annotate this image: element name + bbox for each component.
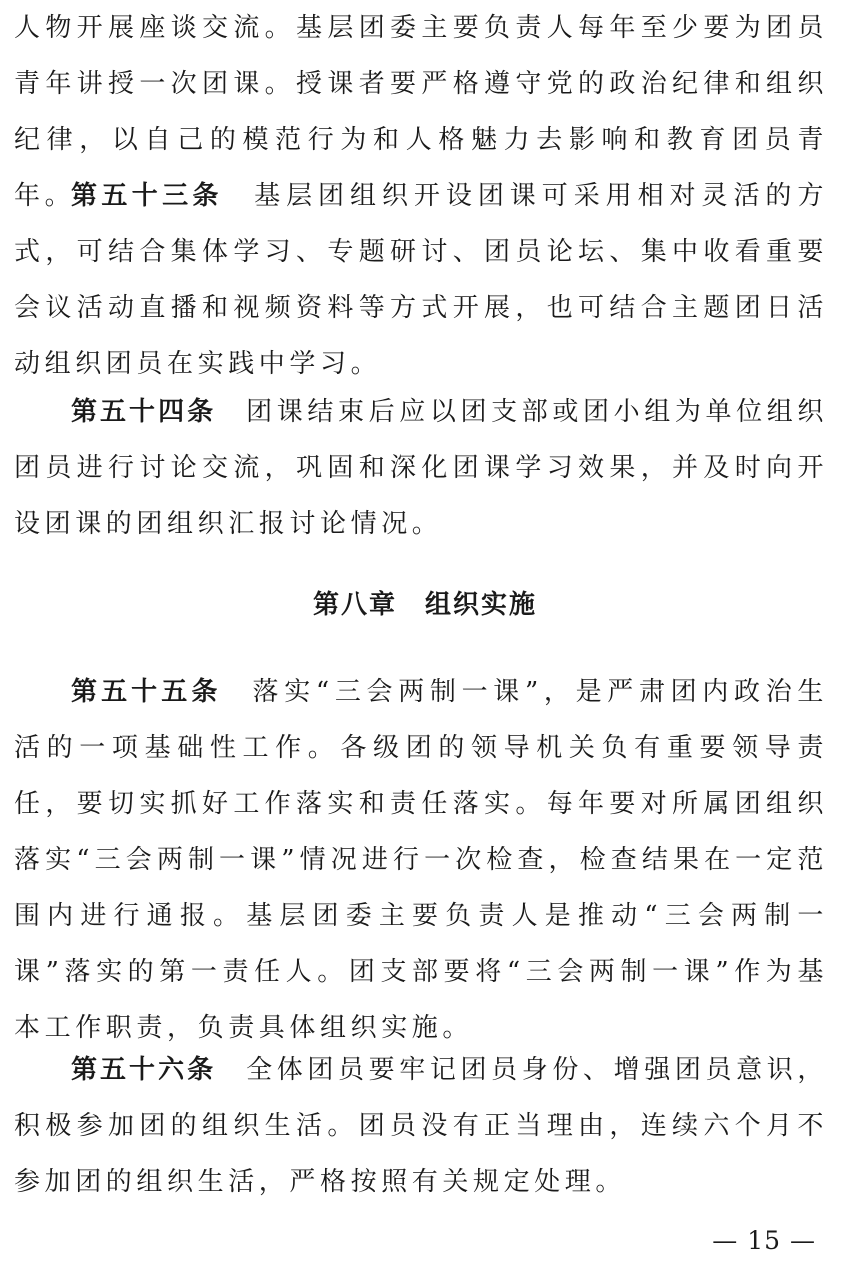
article-56-body: 全体团员要牢记团员身份、增强团员意识，积极参加团的组织生活。团员没有正当理由，连续六个月不参加团的组织生活，严格按照有关规定处理。 [14,1055,828,1197]
article-53-paragraph [14,168,828,392]
intro-text: 人物开展座谈交流。基层团委主要负责人每年至少要为团员青年讲授一次团课。授课者要严格遵守党的政治纪律和组织纪律，以自己的模范行为和人格魅力去影响和教育团员青年。 [14,13,828,211]
article-53-body: 基层团组织开设团课可采用相对灵活的方式，可结合集体学习、专题研讨、团员论坛、集中收看重要会议活动直播和视频资料等方式开展，也可结合主题团日活动组织团员在实践中学习。 [14,181,828,379]
page-number: — 15 — [712,1226,816,1255]
article-53-heading: 第五十三条 [71,181,223,211]
article-54-paragraph [14,384,828,552]
article-55-heading: 第五十五条 [71,677,222,707]
chapter-title: 第八章 组织实施 [312,590,537,620]
article-55-body: 落实“三会两制一课”，是严肃团内政治生活的一项基础性工作。各级团的领导机关负有重要领导责任，要切实抓好工作落实和责任落实。每年要对所属团组织落实“三会两制一课”情况进行一次检查，检查结果在一定范围内进行通报。基层团委主要负责人是推动“三会两制一课”落实的第一责任人。团支部要将“三会两制一课”作为基本工作职责，负责具体组织实施。 [14,677,828,1043]
article-55-paragraph [14,664,828,1056]
article-54-body: 团课结束后应以团支部或团小组为单位组织团员进行讨论交流，巩固和深化团课学习效果，并及时向开设团课的团组织汇报讨论情况。 [14,397,828,539]
article-56-paragraph [14,1042,828,1210]
article-54-heading: 第五十四条 [71,397,217,427]
article-56-heading: 第五十六条 [71,1055,217,1085]
